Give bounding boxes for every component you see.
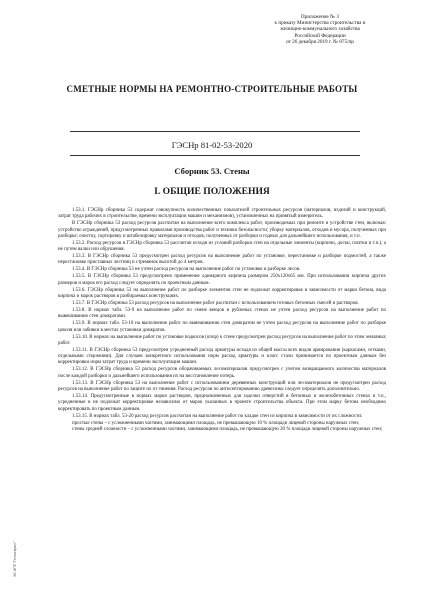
document-title: СМЕТНЫЕ НОРМЫ НА РЕМОНТНО-СТРОИТЕЛЬНЫЕ РАБОТЫ — [66, 84, 358, 94]
appendix-header — [230, 14, 410, 45]
paragraph: 1.53.13. В ГЭСНр сборника 53 на выполнение работ с использованием деревянных конструкций или лесоматериалов не предусмотрен расход ресурсов на выполнение работ по защите их от гниения. Расход ресурсов по антисептированию древесины следует определять дополнительно. — [58, 380, 386, 392]
paragraph: 1.53.6. ГЭСНр сборника 53 на выполнение работ по разборке элементов стен не подлежат корректировке в зависимости от марки бетона, вида кирпича и марок растворов в разбираемых конструкциях. — [58, 287, 386, 299]
appendix-line: от 26 декабря 2019 г. № 875/пр — [286, 38, 354, 45]
document-body — [58, 208, 386, 434]
margin-label-text: ЭС ИПП "Гелиогарант" — [13, 541, 17, 577]
appendix-line: жилищно-коммунального хозяйства — [280, 26, 360, 33]
paragraph: 1.53.2. Расход ресурсов в ГЭСНр сборника 53 рассчитан исходя из условий разборки стен на отдельные элементы (кирпичи, доски, плитки и т.п.), а не путем валки или обрушения. — [58, 240, 386, 253]
paragraph: 1.53.1. ГЭСНр сборника 53 содержат совокупность количественных показателей строительных ресурсов (материалов, изделий и конструкций, затрат труда рабочих в строительстве, времени эксплуатации машин и механизмов), установленных на принятый измеритель. — [58, 208, 386, 220]
paragraph: 1.53.3. В ГЭСНр сборника 53 предусмотрен расход ресурсов на выполнение работ по установке, перестановке и разборке подмостей, а также перестановке приставных лестниц и стремянок высотой до 4 метров. — [58, 254, 386, 266]
paragraph: 1.53.10. В нормах на выполнение работ по установке подкосов (опор) к стене предусмотрен расход ресурсов на выполнение работ по этим земляных работ. — [58, 334, 386, 346]
paragraph: 1.53.12. В ГЭСНр сборника 53 расход ресурсов оборачиваемых лесоматериалов предусмотрен с учетом возвращаемого количества материалов после каждой разборки и дальнейшего использования их на восстановление потерь. — [58, 367, 386, 379]
paragraph: 1.53.4. В ГЭСНр сборника 53 не учтен расход ресурсов на выполнение работ по установке и разборке лесов. — [72, 267, 301, 273]
paragraph: стены средней сложности – с усложненными частями, занимающими площадь, не превышающую 20 % площади лицевой стороны наружных стен; — [72, 427, 383, 433]
paragraph: 1.53.8. В нормах табл. 53-9 на выполнение работ по смене венцов в рубленых стенах не учтен расход ресурсов на выполнение работ по вывешиванию стен домкратами. — [58, 307, 386, 320]
section-title: I. ОБЩИЕ ПОЛОЖЕНИЯ — [154, 186, 270, 197]
paragraph: 1.53.11. В ГЭСНр сборника 53 предусмотрен усредненный расход арматуры исходя из общей массы всех видов армирования (каркасами, сетками, отдельными стержнями). Для случаев конкретного использования норм расход арматуры и класс стали принимается по проектным данным без корректировки норм затрат труда и времени эксплуатации машин. — [58, 347, 386, 366]
collection-title: Сборник 53. Стены — [174, 166, 250, 176]
divider — [70, 131, 360, 132]
paragraph: 1.53.15. В нормах табл. 53-20 расход ресурсов рассчитан на выполнение работ по кладке стен из кирпича в зависимости от их сложности: — [72, 413, 363, 419]
appendix-line: Российской Федерации — [294, 32, 346, 39]
divider — [70, 155, 360, 156]
paragraph: 1.53.14. Предусмотренные в нормах марки растворов, предназначенных для заделки отверстий в бетонных и железобетонных стенах и т.п., усредненные и не подлежат корректировке независимо от марок указанных в проекте строительства объекта. При этом марку бетона необходимо корректировать по проектным данным. — [58, 393, 386, 412]
appendix-line: Приложение № 3 — [301, 14, 339, 20]
document-code: ГЭСНр 81-02-53-2020 — [171, 140, 253, 150]
paragraph: В ГЭСНр сборника 53 расход ресурсов рассчитан на выполнение всего комплекса работ, производимых при ремонте и устройстве стен, включая: устройство ограждений, предусмотренных правилами производства работ и техники безопасности; уборку материалов, отходов и мусора, полученных при разборке; очистку, сортировку и штабелировку материалов и отходов, полученных от разборки и годных для дальнейшего использования, и т.п. — [58, 221, 386, 239]
appendix-line: к приказу Министерства строительства и — [274, 20, 366, 27]
paragraph: простые стены – с усложненными частями, занимающими площадь, не превышающую 10 % площади лицевой стороны наружных стен; — [72, 420, 360, 426]
vertical-margin-label — [12, 520, 18, 598]
paragraph: 1.53.7. В ГЭСНр сборника 53 расход ресурсов на выполнение работ рассчитан с использованием готовых бетонных смесей и растворов. — [72, 300, 359, 306]
paragraph: 1.53.5. В ГЭСНр сборника 53 предусмотрено применение одинарного кирпича размером 250х120х65 мм. При использовании кирпича других размеров и марок его расход следует определять по проектным данным. — [58, 274, 386, 286]
paragraph: 1.53.9. В нормах табл. 53-10 на выполнение работ по вывешиванию стен домкратом не учтен расход ресурсов на выполнение работ по разборке цоколя или забивки в местах установки домкратов. — [58, 321, 386, 333]
